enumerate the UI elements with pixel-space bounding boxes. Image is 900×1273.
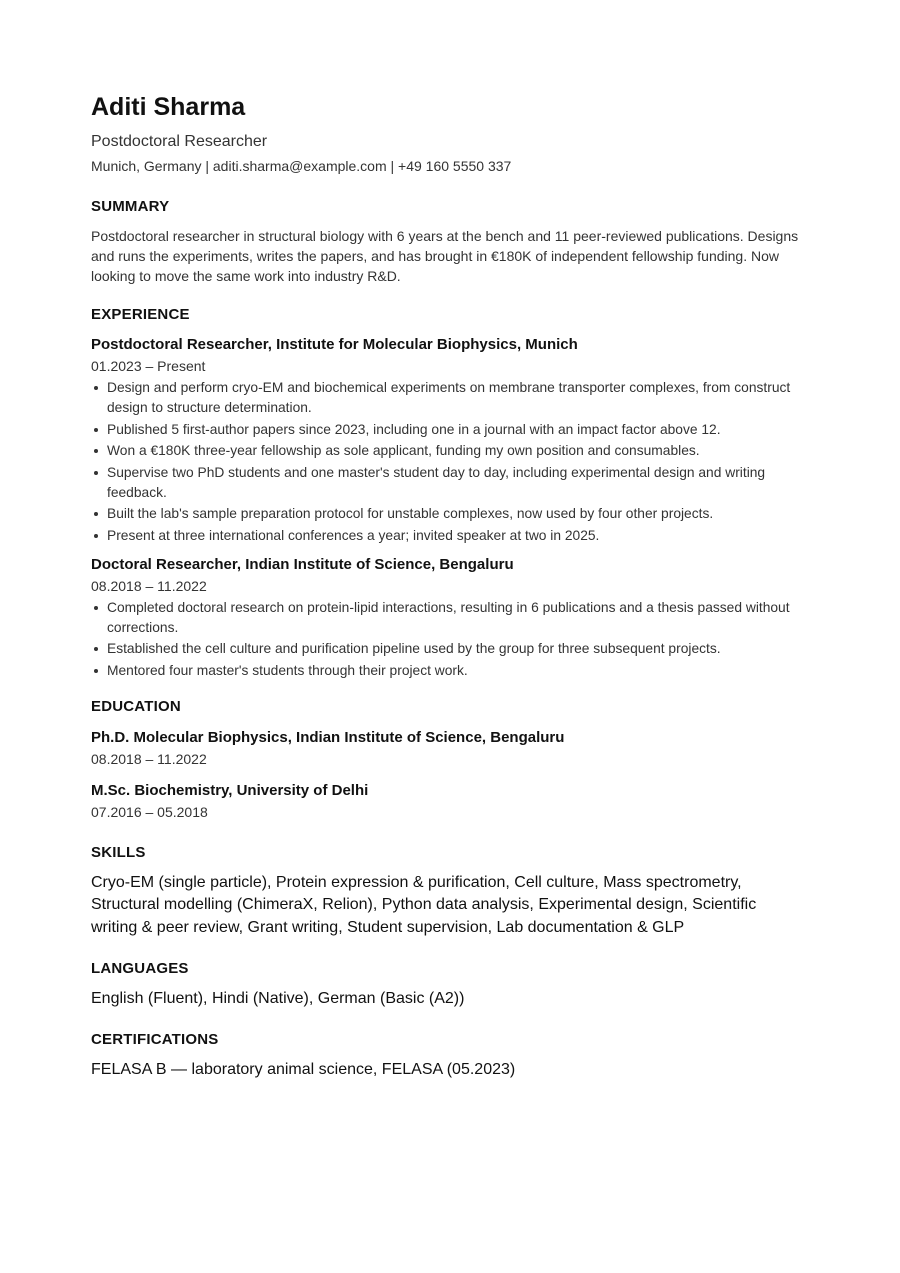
- job-bullets: [91, 378, 800, 546]
- certifications-heading: CERTIFICATIONS: [91, 1031, 219, 1048]
- bullet-item: Published 5 first-author papers since 2023, including one in a journal with an impact factor above 12.: [107, 420, 800, 440]
- education-degree: M.Sc. Biochemistry, University of Delhi: [91, 781, 369, 799]
- languages-heading: LANGUAGES: [91, 960, 189, 977]
- bullet-item: Mentored four master's students through their project work.: [107, 661, 800, 681]
- education-degree: Ph.D. Molecular Biophysics, Indian Institute of Science, Bengaluru: [91, 728, 565, 746]
- job-entry: [91, 335, 800, 546]
- bullet-item: Completed doctoral research on protein-lipid interactions, resulting in 6 publications and a thesis passed without corrections.: [107, 598, 800, 638]
- education-entry: [91, 781, 800, 822]
- education-entry: [91, 728, 800, 769]
- bullet-item: Supervise two PhD students and one master's student day to day, including experimental design and writing feedback.: [107, 463, 800, 503]
- certifications-text: FELASA B — laboratory animal science, FELASA (05.2023): [91, 1061, 516, 1078]
- education-dates: 07.2016 – 05.2018: [91, 803, 208, 820]
- candidate-title: Postdoctoral Researcher: [91, 133, 268, 150]
- bullet-item: Won a €180K three-year fellowship as sole applicant, funding my own position and consumables.: [107, 441, 800, 461]
- education-heading: EDUCATION: [91, 697, 181, 715]
- job-bullets: [91, 598, 800, 681]
- job-dates: 08.2018 – 11.2022: [91, 577, 207, 594]
- job-dates: 01.2023 – Present: [91, 358, 206, 374]
- candidate-name: Aditi Sharma: [91, 93, 246, 121]
- experience-heading: EXPERIENCE: [91, 306, 190, 323]
- contact-line: Munich, Germany | aditi.sharma@example.com | +49 160 5550 337: [91, 158, 512, 174]
- summary-text: Postdoctoral researcher in structural biology with 6 years at the bench and 11 peer-reviewed publications. Designs and runs the experiments, writes the papers, and has brought in €180K of independent fellowship funding. Now looking to move the same work into industry R&D.: [91, 228, 799, 284]
- education-dates: 08.2018 – 11.2022: [91, 750, 207, 767]
- skills-heading: SKILLS: [91, 843, 146, 861]
- bullet-item: Design and perform cryo-EM and biochemical experiments on membrane transporter complexes, from construct design to structure determination.: [107, 378, 800, 418]
- summary-heading: SUMMARY: [91, 198, 170, 215]
- bullet-item: Present at three international conferences a year; invited speaker at two in 2025.: [107, 526, 800, 546]
- bullet-item: Built the lab's sample preparation protocol for unstable complexes, now used by four other projects.: [107, 504, 800, 524]
- job-entry: [91, 555, 800, 681]
- languages-text: English (Fluent), Hindi (Native), German (Basic (A2)): [91, 990, 465, 1007]
- skills-text: Cryo-EM (single particle), Protein expression & purification, Cell culture, Mass spectrometry, Structural modelling (ChimeraX, Relion), Python data analysis, Experimental design, Scientific writing & peer review, Grant writing, Student supervision, Lab documentation & GLP: [91, 873, 757, 936]
- bullet-item: Established the cell culture and purification pipeline used by the group for three subsequent projects.: [107, 639, 800, 659]
- job-title: Postdoctoral Researcher, Institute for Molecular Biophysics, Munich: [91, 336, 578, 353]
- job-title: Doctoral Researcher, Indian Institute of Science, Bengaluru: [91, 555, 514, 573]
